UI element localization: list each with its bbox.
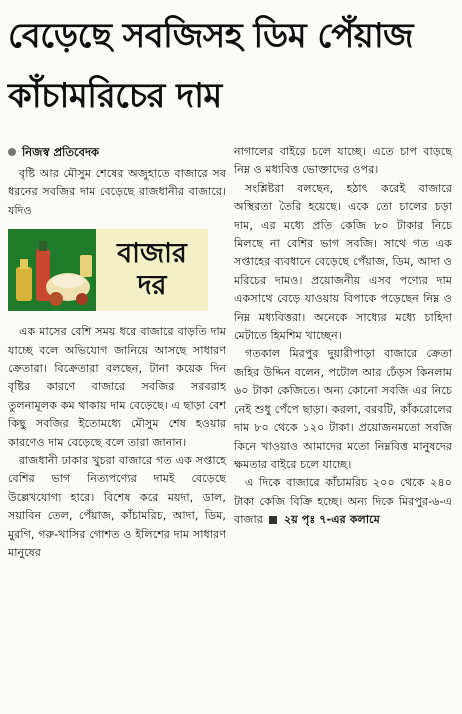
intro-paragraph: বৃষ্টি আর মৌসুম শেষের অজুহাতে বাজারে সব ধরনের সবজির দাম বেড়েছে রাজধানীর বাজারে। যদিও <box>8 167 226 217</box>
banner-word-dor: দর <box>137 270 167 302</box>
right-paragraph-2: সংশ্লিষ্টরা বলছেন, হঠাৎ করেই বাজারে অস্থিরতা তৈরি হয়েছে। একে তো চালের চড়া দাম, এর মধ্যে প্রতি কেজি ৮০ টাকার নিচে মিলছে না বেশির ভাগ সবজি। সাথে গত এক সপ্তাহের ব্যবধানে বেড়েছে পেঁয়াজ, ডিম, আদা ও মরিচের দামও। প্রয়োজনীয় এসব পণ্যের দাম একসাথে বেড়ে যাওয়ায় বিপাকে পড়েছেন নিম্ন ও নিম্ন মধ্যবিত্তরা। অনেকে সাধ্যের মধ্যে চাহিদা মেটাতে হিমশিম খাচ্ছেন। <box>234 181 452 343</box>
left-column <box>8 143 226 563</box>
right-paragraph-1: নাগালের বাইরে চলে যাচ্ছে। এতে চাপ বাড়ছে নিম্ন ও মধ্যবিত্ত ভোক্তাদের ওপর। <box>234 145 452 177</box>
continuation-reference: ২য় পৃঃ ৭-এর কলামে <box>284 513 380 527</box>
banner-word-bazar: বাজার <box>117 238 187 270</box>
headline-line-1: বেড়েছে সবজিসহ ডিম পেঁয়াজ <box>8 16 414 56</box>
right-paragraph-4-text: এ দিকে বাজারে কাঁচামরিচ ২০০ থেকে ২৪০ টাকা কেজি বিক্রি হচ্ছে। অন্য দিকে মিরপুর-৬-এ বাজার <box>234 476 452 527</box>
grocery-goods-icon <box>8 229 98 311</box>
right-paragraph-4 <box>234 474 452 529</box>
square-bullet-icon <box>269 516 277 524</box>
byline <box>8 143 226 161</box>
banner-label <box>96 229 208 311</box>
right-paragraph-3: গতকাল মিরপুর দুয়ারীপাড়া বাজারে ক্রেতা জহির উদ্দিন বলেন, পটোল আর ঢেঁড়স কিনলাম ৬০ টাকা কেজিতে। অন্য কোনো সবজি এর নিচে নেই শুধু পেঁপে ছাড়া। করলা, বরবটি, কাঁকরোলের দাম ৮০ থেকে ১২০ টাকা। প্রয়োজনমতো সবজি কিনে খাওয়াও আমাদের মতো নিম্নবিত্ত মানুষদের ক্ষমতার বাইরে চলে যাচ্ছে। <box>234 347 452 471</box>
byline-bullet-icon <box>8 148 16 156</box>
right-column <box>234 143 452 530</box>
headline-line-2: কাঁচামরিচের দাম <box>8 76 222 116</box>
market-price-banner <box>8 229 208 311</box>
left-paragraph-2: রাজধানী ঢাকার খুচরা বাজারে গত এক সপ্তাহে বেশির ভাগ নিত্যপণ্যের দামই বেড়েছে উল্লেখযোগ্য হারে। বিশেষ করে ময়দা, ডাল, সয়াবিন তেল, পেঁয়াজ, কাঁচামরিচ, আদা, ডিম, মুরগি, গরু-খাসির গোশত ও ইলিশের দাম সাধারণ মানুষের <box>8 454 226 560</box>
byline-text: নিজস্ব প্রতিবেদক <box>22 145 100 159</box>
left-paragraph-1: এক মাসের বেশি সময় ধরে বাজারে বাড়তি দাম যাচ্ছে বলে অভিযোগ জানিয়ে আসছে সাধারণ ক্রেতারা। বিক্রেতারা বলছেন, টানা কয়েক দিন বৃষ্টির কারণে বাজারে সবজির সরবরাহ তুলনামূলক কম থাকায় দাম বেড়েছে। এ ছাড়া বেশ কিছু সবজির ইতোমধ্যে মৌসুম শেষ হওয়ার কারণেও দাম বেড়েছে বলে তারা জানান। <box>8 325 226 449</box>
